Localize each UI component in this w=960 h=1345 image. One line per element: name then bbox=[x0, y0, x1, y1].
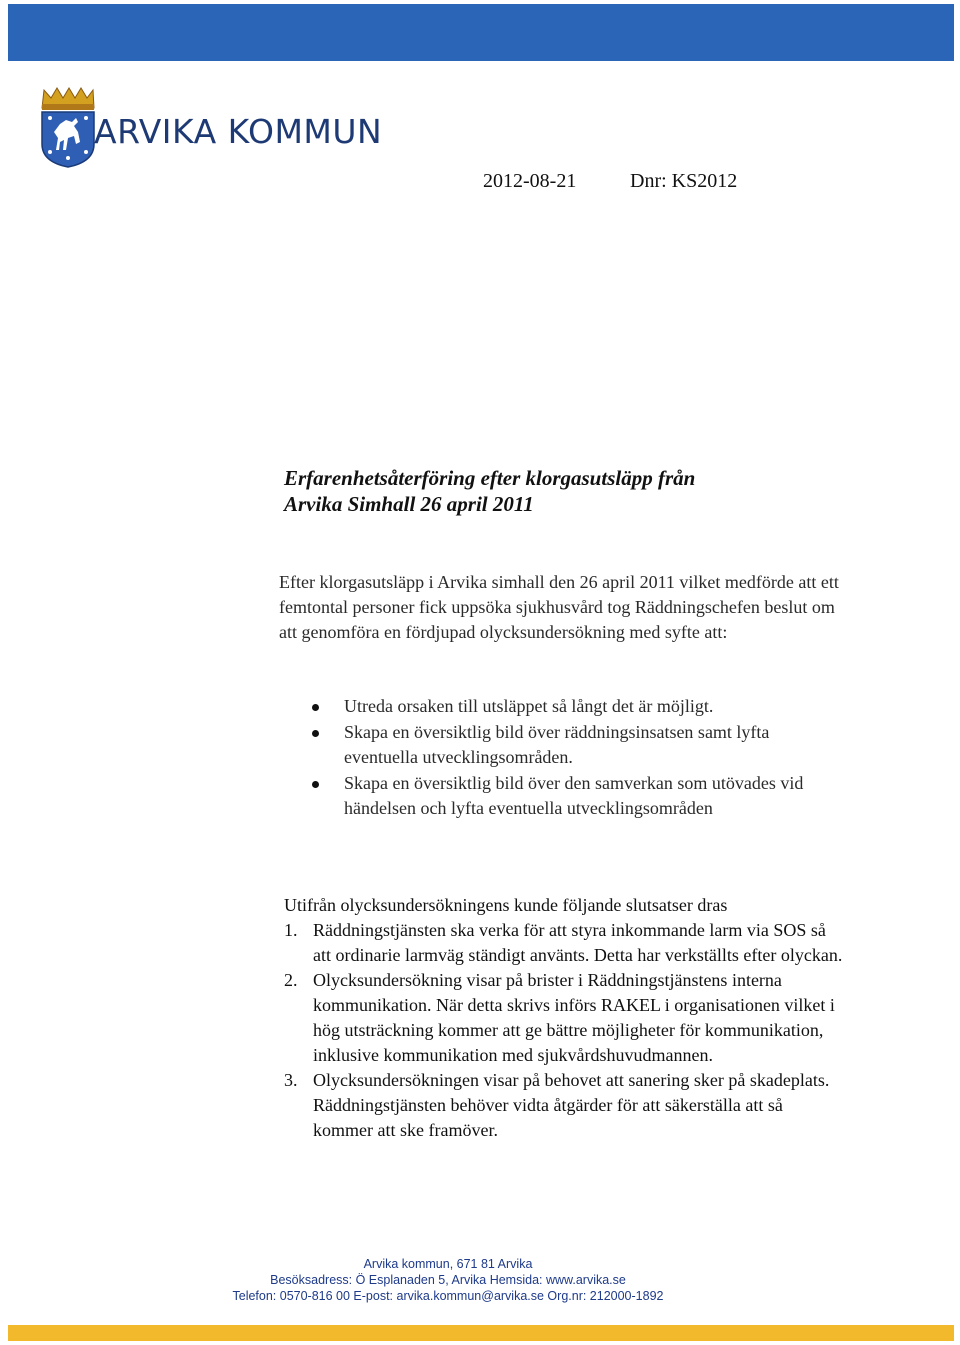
bullet-text: Skapa en översiktlig bild över den samverkan som utövades vid händelsen och lyfta eventuella utvecklingsområden bbox=[344, 773, 804, 818]
bullet-item bbox=[300, 694, 840, 719]
top-color-bar bbox=[8, 4, 954, 61]
conclusion-number: 3. bbox=[284, 1070, 298, 1090]
footer-address: Arvika kommun, 671 81 Arvika bbox=[363, 1257, 533, 1271]
intro-paragraph: Efter klorgasutsläpp i Arvika simhall den 26 april 2011 vilket medförde att ett femtontal personer fick uppsöka sjukhusvård tog Räddningschefen beslut om att genomföra en fördjupad olycksundersökning med syfte att: bbox=[279, 572, 839, 642]
title-line-2: Arvika Simhall 26 april 2011 bbox=[284, 492, 534, 516]
conclusion-text: Olycksundersökning visar på brister i Räddningstjänstens interna kommunikation. När detta skrivs införs RAKEL i organisationen vilket i hög utsträckning kommer att ge bättre möjligheter för kommunikation, inklusive kommunikation med sjukvårdshuvudmannen. bbox=[313, 970, 835, 1065]
conclusion-intro: Utifrån olycksundersökningens kunde följande slutsatser dras bbox=[284, 895, 728, 915]
bullet-text: Skapa en översiktlig bild över räddningsinsatsen samt lyfta eventuella utvecklingsområden. bbox=[344, 722, 770, 767]
page-footer bbox=[0, 1256, 896, 1304]
bullet-dot-icon bbox=[312, 781, 319, 788]
conclusion-number: 2. bbox=[284, 970, 298, 990]
document-date: 2012-08-21 bbox=[483, 170, 577, 192]
bottom-color-bar bbox=[8, 1325, 954, 1341]
purpose-bullet-list bbox=[300, 694, 840, 822]
logo-text: ARVIKA KOMMUN bbox=[94, 112, 383, 151]
bullet-dot-icon bbox=[312, 730, 319, 737]
conclusion-item bbox=[284, 1068, 844, 1143]
conclusion-text: Olycksundersökningen visar på behovet att sanering sker på skadeplats. Räddningstjänsten behöver vidta åtgärder för att säkerställa att så kommer att ske framöver. bbox=[313, 1070, 830, 1140]
bullet-item bbox=[300, 720, 840, 770]
bullet-text: Utreda orsaken till utsläppet så långt det är möjligt. bbox=[344, 696, 714, 716]
conclusion-item bbox=[284, 918, 844, 968]
footer-contact: Telefon: 0570-816 00 E-post: arvika.kommun@arvika.se Org.nr: 212000-1892 bbox=[232, 1289, 664, 1303]
footer-visit-address: Besöksadress: Ö Esplanaden 5, Arvika Hemsida: www.arvika.se bbox=[270, 1273, 626, 1287]
conclusion-text: Räddningstjänsten ska verka för att styra inkommande larm via SOS så att ordinarie larmväg ständigt använts. Detta har verkställts efter olyckan. bbox=[313, 920, 843, 965]
conclusion-item bbox=[284, 968, 844, 1068]
conclusion-list bbox=[284, 918, 844, 1143]
document-title bbox=[284, 465, 844, 517]
bullet-dot-icon bbox=[312, 704, 319, 711]
conclusion-number: 1. bbox=[284, 920, 298, 940]
arvika-logo bbox=[38, 86, 398, 168]
document-dnr: Dnr: KS2012 bbox=[630, 170, 738, 192]
bullet-item bbox=[300, 771, 840, 821]
title-line-1: Erfarenhetsåterföring efter klorgasutsläpp från bbox=[284, 466, 696, 490]
arvika-coat-of-arms-icon bbox=[38, 86, 98, 168]
